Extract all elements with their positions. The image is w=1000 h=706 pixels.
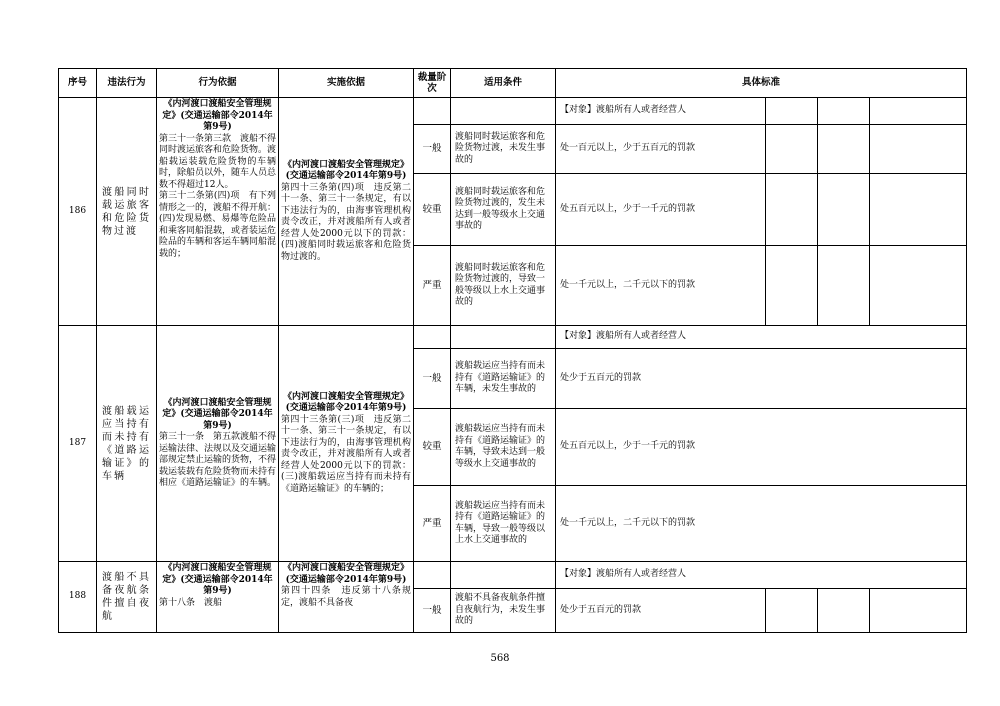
std-extra: [870, 125, 967, 174]
table-row: [59, 326, 967, 349]
header-level: 裁量阶次: [414, 69, 451, 98]
violation-cell: 渡船不具备夜航条件擅自夜航: [97, 562, 157, 633]
std-extra: [818, 174, 870, 246]
impl-text: 第四十三条第(四)项 违反第二十一条、第三十一条规定，有以下违法行为的，由海事管理机构责令改正，并对渡船所有人或者经营人处2000元以下的罚款：(四)渡船同时载运旅客和危险货物过渡的。: [281, 182, 411, 262]
violation-cell: 渡船同时载运旅客和危险货物过渡: [97, 98, 157, 326]
standard-cell: 处一百元以上，少于五百元的罚款: [556, 125, 766, 174]
std-extra: [818, 125, 870, 174]
regulation-table: [58, 68, 967, 633]
std-extra: [766, 246, 818, 326]
header-impl: 实施依据: [279, 69, 414, 98]
table-row: [59, 98, 967, 125]
standard-cell: 处一千元以上，二千元以下的罚款: [556, 246, 766, 326]
violation-cell: 渡船载运应当持有而未持有《道路运输证》的车辆: [97, 326, 157, 562]
basis-cell: [157, 562, 279, 633]
cond-empty: [451, 562, 556, 589]
standard-cell: 处五百元以上，少于一千元的罚款: [556, 409, 967, 486]
level-cell: 一般: [414, 125, 451, 174]
basis-text: 第十八条 渡船: [159, 597, 223, 608]
standard-cell: 处少于五百元的罚款: [556, 349, 967, 409]
std-extra: [818, 98, 870, 125]
impl-title: 《内河渡口渡船安全管理规定》(交通运输部令2014年第9号): [282, 391, 409, 414]
impl-text: 第四十四条 违反第十八条规定，渡船不具备夜: [281, 586, 411, 608]
level-cell: 一般: [414, 589, 451, 633]
basis-text: 第三十一条第三款 渡船不得同时渡运旅客和危险货物。渡船载运装载危险货物的车辆时，除船员以外，随车人员总数不得超过12人。 第三十二条第(四)项 有下列情形之一的，渡船不得开航：(四)发现易燃、易爆等危险品和乘客同船混载，或者装运危险品的车辆和客运车辆同船混载的；: [159, 133, 277, 259]
condition-cell: 渡船同时载运旅客和危险货物过渡的，导致一般等级以上水上交通事故的: [451, 246, 556, 326]
row-no: 187: [59, 326, 97, 562]
header-act: 违法行为: [97, 69, 157, 98]
impl-cell: [279, 98, 414, 326]
basis-cell: [157, 98, 279, 326]
standard-cell: 处一千元以上，二千元以下的罚款: [556, 486, 967, 562]
basis-cell: [157, 326, 279, 562]
impl-cell: [279, 326, 414, 562]
condition-cell: 渡船载运应当持有而未持有《道路运输证》的车辆，导致一般等级以上水上交通事故的: [451, 486, 556, 562]
cond-empty: [451, 98, 556, 125]
std-extra: [766, 125, 818, 174]
row-no: 188: [59, 562, 97, 633]
level-empty: [414, 98, 451, 125]
level-cell: 一般: [414, 349, 451, 409]
level-cell: 严重: [414, 486, 451, 562]
condition-cell: 渡船载运应当持有而未持有《道路运输证》的车辆，导致未达到一般等级水上交通事故的: [451, 409, 556, 486]
level-cell: 较重: [414, 174, 451, 246]
object-cell: 【对象】渡船所有人或者经营人: [556, 326, 967, 349]
level-cell: 较重: [414, 409, 451, 486]
level-empty: [414, 562, 451, 589]
standard-cell: 处少于五百元的罚款: [556, 589, 766, 633]
level-empty: [414, 326, 451, 349]
object-cell: 【对象】渡船所有人或者经营人: [556, 562, 967, 589]
std-extra: [766, 98, 818, 125]
header-cond: 适用条件: [451, 69, 556, 98]
row-no: 186: [59, 98, 97, 326]
table-row: [59, 562, 967, 589]
header-no: 序号: [59, 69, 97, 98]
condition-cell: 渡船不具备夜航条件擅自夜航行为，未发生事故的: [451, 589, 556, 633]
level-cell: 严重: [414, 246, 451, 326]
header-row: [59, 69, 967, 98]
basis-text: 第三十一条 第五款渡船不得运输法律、法规以及交通运输部规定禁止运输的货物，不得载运装载有危险货物而未持有相应《道路运输证》的车辆。: [159, 432, 277, 488]
std-extra: [870, 98, 967, 125]
std-extra: [818, 246, 870, 326]
std-extra: [870, 174, 967, 246]
std-extra: [870, 589, 967, 633]
condition-cell: 渡船载运应当持有而未持有《道路运输证》的车辆，未发生事故的: [451, 349, 556, 409]
cond-empty: [451, 326, 556, 349]
condition-cell: 渡船同时载运旅客和危险货物过渡，未发生事故的: [451, 125, 556, 174]
impl-cell: [279, 562, 414, 633]
std-extra: [766, 589, 818, 633]
object-cell: 【对象】渡船所有人或者经营人: [556, 98, 766, 125]
impl-title: 《内河渡口渡船安全管理规定》(交通运输部令2014年第9号): [282, 159, 409, 182]
standard-cell: 处五百元以上，少于一千元的罚款: [556, 174, 766, 246]
basis-title: 《内河渡口渡船安全管理规定》(交通运输部令2014年第9号): [162, 563, 273, 596]
std-extra: [818, 589, 870, 633]
impl-title: 《内河渡口渡船安全管理规定》(交通运输部令2014年第9号): [282, 563, 409, 585]
impl-text: 第四十三条第(三)项 违反第二十一条、第三十一条规定，有以下违法行为的，由海事管理机构责令改正，并对渡船所有人或者经营人处2000元以下的罚款：(三)渡船载运应当持有而未持有《道路运输证》的车辆的；: [281, 414, 411, 494]
condition-cell: 渡船同时载运旅客和危险货物过渡的，发生未达到一般等级水上交通事故的: [451, 174, 556, 246]
std-extra: [870, 246, 967, 326]
basis-title: 《内河渡口渡船安全管理规定》(交通运输部令2014年第9号): [162, 397, 273, 431]
header-std: 具体标准: [556, 69, 967, 98]
page-number: 568: [490, 653, 510, 664]
basis-title: 《内河渡口渡船安全管理规定》(交通运输部令2014年第9号): [162, 99, 273, 132]
header-basis: 行为依据: [157, 69, 279, 98]
std-extra: [766, 174, 818, 246]
